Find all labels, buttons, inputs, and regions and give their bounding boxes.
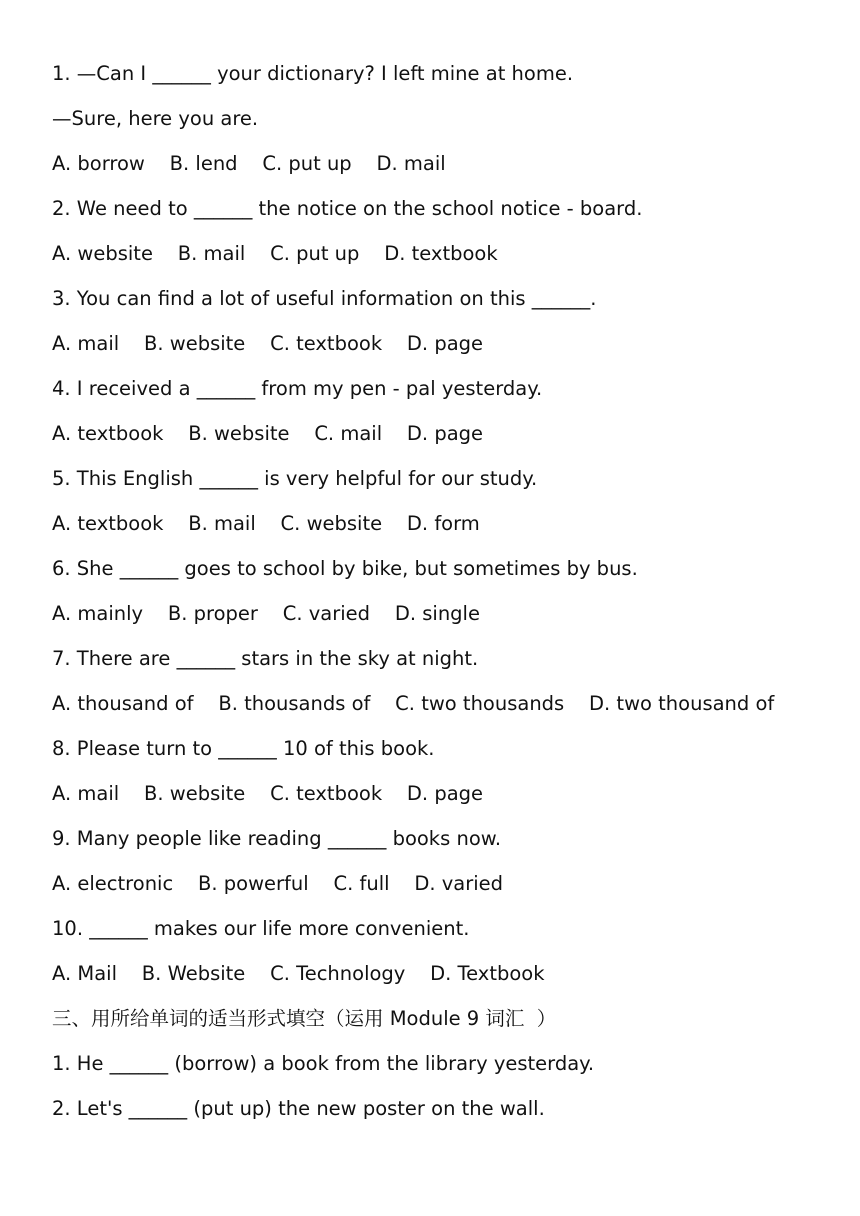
question-3-stem: 3. You can find a lot of useful information on this ______.: [52, 287, 597, 310]
fill-in-question-1: 1. He ______ (borrow) a book from the library yesterday.: [52, 1052, 595, 1075]
question-10-options: A. Mail B. Website C. Technology D. Textbook: [52, 962, 545, 985]
question-8-stem: 8. Please turn to ______ 10 of this book.: [52, 737, 435, 760]
fill-in-question-2: 2. Let's ______ (put up) the new poster on the wall.: [52, 1097, 545, 1120]
question-6-stem: 6. She ______ goes to school by bike, but sometimes by bus.: [52, 557, 638, 580]
question-5-stem: 5. This English ______ is very helpful for our study.: [52, 467, 538, 490]
question-4-options: A. textbook B. website C. mail D. page: [52, 422, 484, 445]
question-1-stem: 1. —Can I ______ your dictionary? I left mine at home.: [52, 62, 574, 85]
question-5-options: A. textbook B. mail C. website D. form: [52, 512, 480, 535]
question-2-options: A. website B. mail C. put up D. textbook: [52, 242, 498, 265]
question-10-stem: 10. ______ makes our life more convenient.: [52, 917, 470, 940]
question-7-options: A. thousand of B. thousands of C. two thousands D. two thousand of: [52, 692, 775, 715]
question-9-stem: 9. Many people like reading ______ books now.: [52, 827, 502, 850]
question-9-options: A. electronic B. powerful C. full D. varied: [52, 872, 504, 895]
question-8-options: A. mail B. website C. textbook D. page: [52, 782, 484, 805]
question-1-reply: —Sure, here you are.: [52, 107, 259, 130]
question-3-options: A. mail B. website C. textbook D. page: [52, 332, 484, 355]
question-4-stem: 4. I received a ______ from my pen - pal yesterday.: [52, 377, 543, 400]
question-1-options: A. borrow B. lend C. put up D. mail: [52, 152, 446, 175]
question-7-stem: 7. There are ______ stars in the sky at night.: [52, 647, 479, 670]
worksheet-page: [52, 56, 832, 1136]
section-3-heading: 三、用所给单词的适当形式填空（运用 Module 9 词汇 ）: [52, 1007, 557, 1030]
question-6-options: A. mainly B. proper C. varied D. single: [52, 602, 480, 625]
question-2-stem: 2. We need to ______ the notice on the school notice - board.: [52, 197, 643, 220]
